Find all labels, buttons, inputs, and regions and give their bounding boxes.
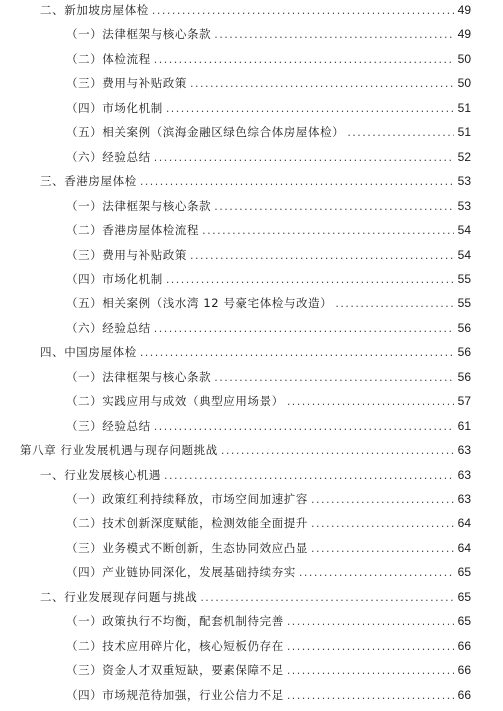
toc-entry[interactable]	[66, 122, 471, 142]
dot-leader	[154, 148, 454, 168]
toc-entry[interactable]	[66, 489, 471, 509]
toc-entry-page-number: 54	[457, 223, 471, 238]
toc-entry-title: （三）资金人才双重短缺，要素保障不足	[66, 663, 284, 678]
dot-leader	[311, 514, 454, 534]
toc-entry-title: （二）香港房屋体检流程	[66, 223, 200, 238]
toc-entry-title: （三）费用与补贴政策	[66, 76, 187, 91]
toc-entry-page-number: 66	[457, 687, 471, 702]
dot-leader	[214, 197, 454, 217]
toc-entry-title: （二）实践应用与成效（典型应用场景）	[66, 394, 284, 409]
toc-entry[interactable]	[40, 0, 471, 20]
toc-entry-page-number: 65	[457, 565, 471, 580]
toc-entry[interactable]	[66, 245, 471, 265]
toc-entry-title: 二、新加坡房屋体检	[40, 3, 149, 17]
toc-entry-page-number: 57	[457, 394, 471, 409]
dot-leader	[190, 74, 454, 94]
dot-leader	[166, 270, 454, 290]
toc-entry[interactable]	[66, 660, 471, 680]
toc-entry[interactable]	[40, 465, 471, 485]
toc-entry-page-number: 63	[457, 467, 471, 482]
toc-entry[interactable]	[66, 538, 471, 558]
dot-leader	[214, 25, 454, 45]
toc-entry-title: （一）政策红利持续释放，市场空间加速扩容	[66, 492, 308, 506]
dot-leader	[164, 466, 454, 486]
dot-leader	[287, 686, 454, 706]
toc-entry-title: （二）技术应用碎片化，核心短板仍存在	[66, 638, 284, 653]
toc-entry[interactable]	[66, 73, 471, 93]
toc-entry-title: （六）经验总结	[66, 320, 151, 335]
toc-entry[interactable]	[66, 98, 471, 118]
toc-entry-title: （三）费用与补贴政策	[66, 247, 187, 262]
toc-entry-page-number: 56	[457, 345, 471, 360]
toc-entry-page-number: 55	[457, 296, 471, 311]
toc-entry-page-number: 50	[457, 51, 471, 66]
dot-leader	[221, 441, 454, 461]
toc-entry-page-number: 54	[457, 247, 471, 262]
toc-entry[interactable]	[66, 416, 471, 436]
dot-leader	[190, 246, 454, 266]
dot-leader	[166, 99, 454, 119]
toc-entry-page-number: 61	[457, 418, 471, 433]
toc-entry-page-number: 63	[457, 492, 471, 506]
toc-entry-page-number: 49	[457, 27, 471, 42]
toc-entry-title: 第八章 行业发展机遇与现存问题挑战	[20, 443, 218, 458]
toc-entry[interactable]	[66, 685, 471, 705]
toc-entry-page-number: 64	[457, 516, 471, 531]
toc-entry-title: 四、中国房屋体检	[40, 345, 137, 360]
toc-entry-title: （三）经验总结	[66, 418, 151, 433]
toc-entry-title: （二）技术创新深度赋能，检测效能全面提升	[66, 516, 308, 531]
toc-entry-page-number: 49	[457, 3, 471, 17]
dot-leader	[140, 172, 454, 192]
toc-entry[interactable]	[40, 171, 471, 191]
toc-entry[interactable]	[66, 196, 471, 216]
dot-leader	[347, 123, 454, 143]
dot-leader	[287, 637, 454, 657]
toc-entry[interactable]	[66, 367, 471, 387]
dot-leader	[154, 319, 454, 339]
toc-entry[interactable]	[66, 49, 471, 69]
dot-leader	[200, 588, 454, 608]
toc-entry[interactable]	[66, 513, 471, 533]
toc-entry[interactable]	[66, 611, 471, 631]
toc-entry-page-number: 55	[457, 271, 471, 286]
toc-entry-title: （四）市场化机制	[66, 100, 163, 115]
toc-entry[interactable]	[40, 342, 471, 362]
toc-entry-page-number: 53	[457, 198, 471, 213]
toc-entry-title: （五）相关案例（滨海金融区绿色综合体房屋体检）	[66, 125, 345, 140]
toc-entry[interactable]	[66, 220, 471, 240]
toc-entry-page-number: 51	[457, 100, 471, 115]
toc-entry-page-number: 66	[457, 663, 471, 678]
toc-entry[interactable]	[66, 147, 471, 167]
toc-entry-title: （四）市场化机制	[66, 271, 163, 286]
toc-entry-title: （一）法律框架与核心条款	[66, 198, 212, 213]
toc-entry-title: （三）业务模式不断创新，生态协同效应凸显	[66, 540, 308, 555]
toc-entry-page-number: 52	[457, 149, 471, 164]
toc-entry-title: 一、行业发展核心机遇	[40, 467, 161, 482]
dot-leader	[152, 1, 454, 21]
toc-entry-page-number: 64	[457, 540, 471, 555]
dot-leader	[140, 343, 454, 363]
toc-entry[interactable]	[66, 269, 471, 289]
toc-entry[interactable]	[20, 440, 471, 460]
toc-entry-page-number: 51	[457, 125, 471, 140]
toc-entry-title: （一）政策执行不均衡，配套机制待完善	[66, 614, 284, 629]
toc-entry-title: （二）体检流程	[66, 51, 151, 66]
toc-entry-title: （四）产业链协同深化，发展基础持续夯实	[66, 565, 296, 580]
dot-leader	[154, 50, 454, 70]
toc-entry-title: 三、香港房屋体检	[40, 174, 137, 189]
toc-entry-page-number: 56	[457, 369, 471, 384]
toc-entry[interactable]	[66, 293, 471, 313]
toc-entry-title: （五）相关案例（浅水湾 12 号豪宅体检与改造）	[66, 296, 333, 311]
dot-leader	[335, 294, 454, 314]
toc-entry-page-number: 66	[457, 638, 471, 653]
toc-entry-page-number: 56	[457, 320, 471, 335]
dot-leader	[311, 539, 454, 559]
toc-entry[interactable]	[66, 391, 471, 411]
dot-leader	[299, 563, 454, 583]
toc-entry[interactable]	[66, 318, 471, 338]
toc-entry-page-number: 53	[457, 174, 471, 189]
dot-leader	[287, 612, 454, 632]
toc-entry-page-number: 65	[457, 614, 471, 629]
toc-entry-title: （四）市场规范待加强，行业公信力不足	[66, 687, 284, 702]
dot-leader	[311, 490, 454, 510]
dot-leader	[202, 221, 454, 241]
toc-entry-title: 二、行业发展现存问题与挑战	[40, 589, 198, 604]
toc-entry-page-number: 65	[457, 589, 471, 604]
toc-entry[interactable]	[66, 24, 471, 44]
toc-entry-page-number: 50	[457, 76, 471, 91]
toc-entry-title: （一）法律框架与核心条款	[66, 369, 212, 384]
toc-entry[interactable]	[66, 562, 471, 582]
dot-leader	[287, 661, 454, 681]
toc-entry-title: （六）经验总结	[66, 149, 151, 164]
toc-entry-page-number: 63	[457, 443, 471, 458]
toc-entry-title: （一）法律框架与核心条款	[66, 27, 212, 42]
dot-leader	[154, 417, 454, 437]
dot-leader	[287, 392, 454, 412]
dot-leader	[214, 368, 454, 388]
toc-entry[interactable]	[40, 587, 471, 607]
toc-entry[interactable]	[66, 636, 471, 656]
